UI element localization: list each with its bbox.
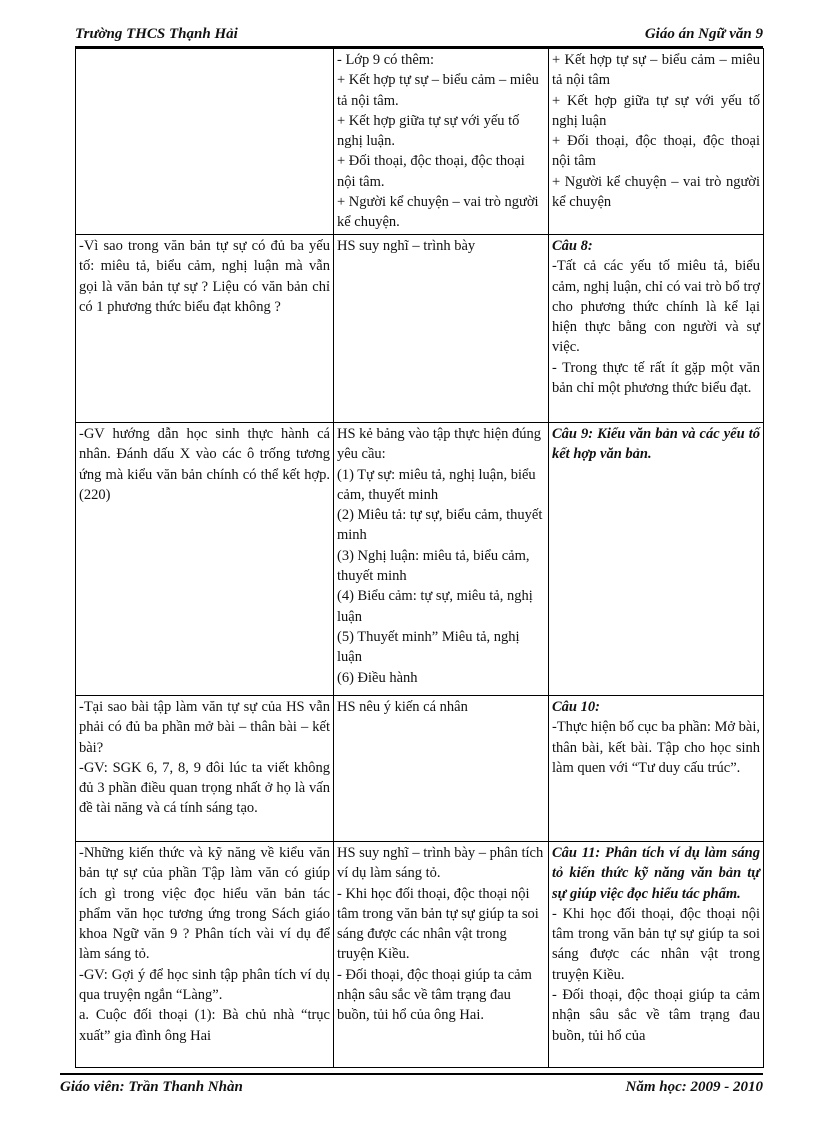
cell-line: + Kết hợp tự sự – biểu cảm – miêu tả nội tâm. [337, 72, 539, 109]
teacher-activity-cell [76, 696, 334, 842]
teacher-activity-cell [76, 235, 334, 423]
content-cell [549, 235, 764, 423]
table-row [76, 235, 764, 423]
teacher-activity-cell [76, 49, 334, 235]
cell-line: (1) Tự sự: miêu tả, nghị luận, biểu cảm, thuyết minh [337, 466, 536, 503]
cell-line: (6) Điều hành [337, 669, 418, 686]
table-row [76, 696, 764, 842]
student-activity-cell [334, 842, 549, 1068]
student-activity-cell [334, 49, 549, 235]
question-title: Câu 10: [552, 699, 600, 715]
header-school: Trường THCS Thạnh Hải [75, 26, 238, 42]
cell-line: -Tại sao bài tập làm văn tự sự của HS vẫn phải có đủ ba phần mở bài – thân bài – kết bài? [79, 699, 330, 756]
teacher-activity-cell [76, 842, 334, 1068]
cell-line: - Đối thoại, độc thoại giúp ta cảm nhận sâu sắc về tâm trạng đau buồn, tủi hổ của [552, 987, 760, 1044]
student-activity-cell [334, 696, 549, 842]
question-title: Câu 11: Phân tích ví dụ làm sáng tỏ kiến thức kỹ năng văn bản tự sự giúp việc đọc hiểu tác phẩm. [552, 845, 760, 902]
question-title: Câu 8: [552, 238, 593, 254]
page-header [75, 24, 763, 48]
cell-line: -GV: Gợi ý để học sinh tập phân tích ví dụ qua truyện ngắn “Làng”. [79, 966, 330, 1004]
teacher-activity-cell [76, 423, 334, 696]
cell-line: - Trong thực tế rất ít gặp một văn bản chỉ một phương thức biểu đạt. [552, 359, 760, 397]
cell-line: -Tất cả các yếu tố miêu tả, biểu cảm, nghị luận, chỉ có vai trò bổ trợ cho phương thức chính là kể lại hiện thực bằng con người và sự việc. [552, 258, 760, 356]
table-row [76, 423, 764, 696]
cell-line: (4) Biểu cảm: tự sự, miêu tả, nghị luận [337, 588, 533, 625]
cell-line: HS suy nghĩ – trình bày – phân tích ví dụ làm sáng tỏ. [337, 845, 544, 882]
cell-line: -GV hướng dẫn học sinh thực hành cá nhân. Đánh dấu X vào các ô trống tương ứng mà kiểu văn bản chính có thể kết hợp. (220) [79, 426, 330, 503]
footer-school-year: Năm học: 2009 - 2010 [625, 1079, 763, 1095]
cell-line: HS kẻ bảng vào tập thực hiện đúng yêu cầu: [337, 426, 541, 463]
cell-line: + Đối thoại, độc thoại, độc thoại nội tâm. [337, 153, 525, 190]
content-cell [549, 423, 764, 696]
question-title: Câu 9: Kiểu văn bản và các yếu tố kết hợp văn bản. [552, 426, 760, 463]
table-row [76, 842, 764, 1068]
content-cell [549, 696, 764, 842]
cell-line: + Kết hợp giữa tự sự với yếu tố nghị luận [552, 92, 760, 129]
student-activity-cell [334, 235, 549, 423]
cell-line: + Kết hợp giữa tự sự với yếu tố nghị luận. [337, 112, 520, 150]
cell-line: - Khi học đối thoại, độc thoại nội tâm trong văn bản tự sự giúp ta soi sáng được các nhân vật trong truyện Kiều. [337, 885, 539, 963]
cell-line: -Những kiến thức và kỹ năng về kiểu văn bản tự sự của phần Tập làm văn có giúp ích gì trong việc đọc hiểu văn bản tác phẩm văn học tương ứng trong Sách giáo khoa Ngữ văn 9 ? Phân tích vài ví dụ để làm sáng tỏ. [79, 845, 330, 963]
header-subject: Giáo án Ngữ văn 9 [644, 26, 763, 42]
cell-line: -Vì sao trong văn bản tự sự có đủ ba yếu tố: miêu tả, biểu cảm, nghị luận mà vẫn gọi là văn bản tự sự ? Liệu có văn bản chỉ có 1 phương thức biểu đạt không ? [79, 238, 330, 315]
footer-teacher: Giáo viên: Trần Thanh Nhàn [60, 1079, 243, 1095]
content-cell [549, 49, 764, 235]
cell-line: HS suy nghĩ – trình bày [337, 238, 476, 254]
cell-line: - Lớp 9 có thêm: [337, 52, 435, 68]
lesson-table [75, 48, 764, 1068]
cell-line: - Khi học đối thoại, độc thoại nội tâm trong văn bản tự sự giúp ta soi sáng được các nhân vật trong truyện Kiều. [552, 905, 760, 983]
cell-line: -Thực hiện bố cục ba phần: Mở bài, thân bài, kết bài. Tập cho học sinh làm quen với “Tư duy cấu trúc”. [552, 719, 760, 776]
cell-line: (2) Miêu tả: tự sự, biểu cảm, thuyết minh [337, 507, 543, 544]
cell-line: + Đối thoại, độc thoại, độc thoại nội tâm [552, 133, 760, 170]
content-cell [549, 842, 764, 1068]
cell-line: + Người kể chuyện – vai trò người kể chuyện [552, 173, 760, 211]
cell-line: + Kết hợp tự sự – biểu cảm – miêu tả nội tâm [552, 52, 760, 89]
cell-line: - Đối thoại, độc thoại giúp ta cảm nhận sâu sắc về tâm trạng đau buồn, tủi hổ của ông Hai. [337, 966, 532, 1024]
page-footer [60, 1073, 763, 1099]
cell-line: (5) Thuyết minh” Miêu tả, nghị luận [337, 628, 520, 666]
cell-line: (3) Nghị luận: miêu tả, biểu cảm, thuyết minh [337, 547, 530, 585]
table-row [76, 49, 764, 235]
cell-line: a. Cuộc đối thoại (1): Bà chủ nhà “trục xuất” gia đình ông Hai [79, 1007, 330, 1044]
cell-line: -GV: SGK 6, 7, 8, 9 đôi lúc ta viết không đủ 3 phần điều quan trọng nhất ở họ là vấn đề tài năng và cá tính sáng tạo. [79, 759, 330, 817]
cell-line: HS nêu ý kiến cá nhân [337, 699, 468, 715]
cell-line: + Người kể chuyện – vai trò người kể chuyện. [337, 194, 539, 231]
student-activity-cell [334, 423, 549, 696]
